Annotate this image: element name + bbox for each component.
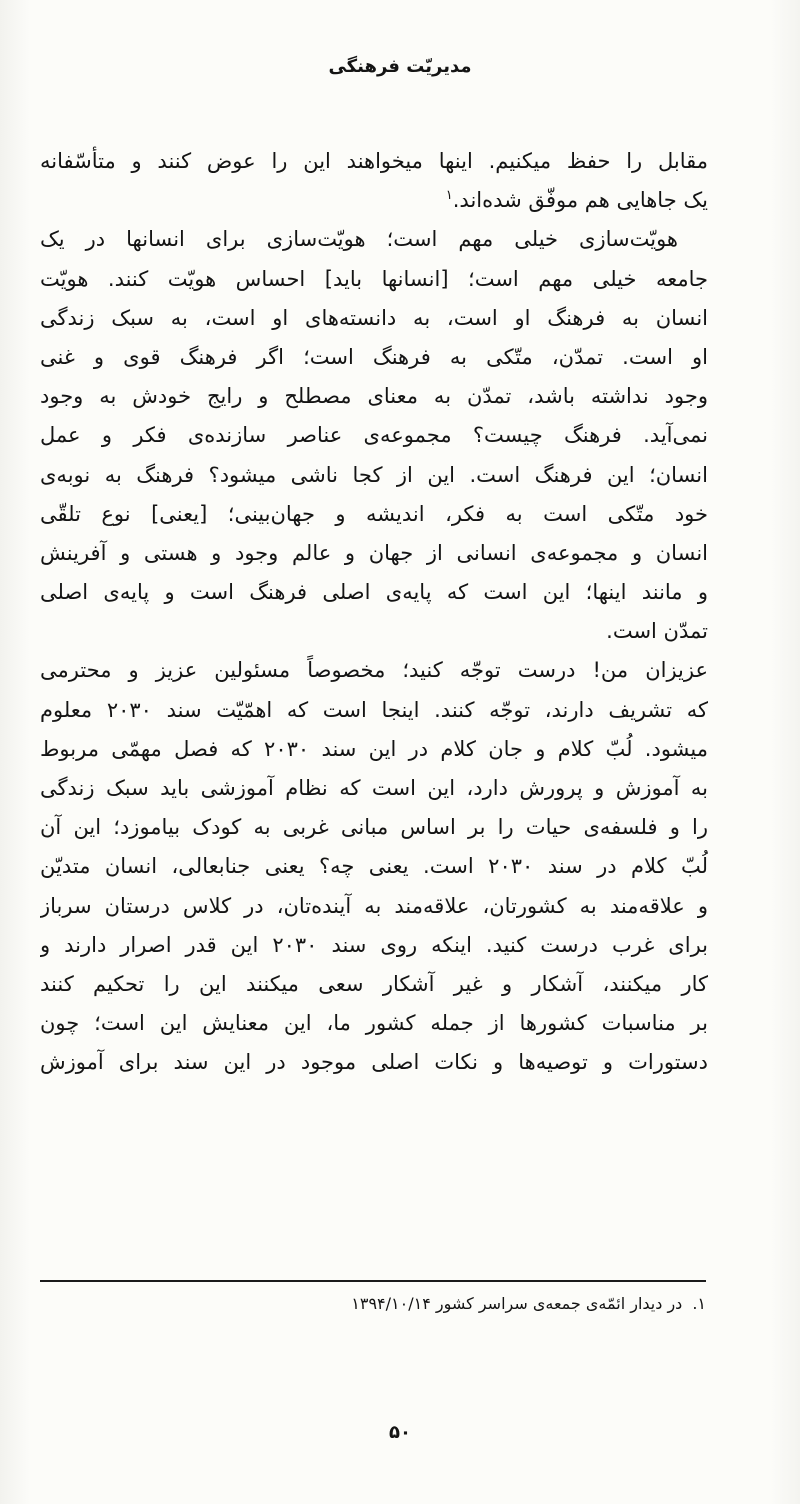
text-line: که تشریف دارند، توجّه کنند. اینجا است که اهمّیّت سند ۲۰۳۰ معلوم: [40, 697, 708, 722]
footnote-number: ۱.: [692, 1294, 706, 1313]
text-line: انسان؛ این فرهنگ است. این از کجا ناشی میشود؟ فرهنگ به نوبه‌ی: [40, 462, 708, 487]
footnote-marker: ۱: [445, 188, 453, 204]
text-line: دستورات و توصیه‌ها و نکات اصلی موجود در این سند برای آموزش: [40, 1050, 708, 1075]
text-line-content: یک جاهایی هم موفّق شده‌اند.: [452, 188, 708, 213]
footnote-divider: [40, 1280, 706, 1282]
text-line: کار میکنند، آشکار و غیر آشکار سعی میکنند این را تحکیم کنند: [40, 971, 708, 996]
text-line: تمدّن است.: [606, 619, 708, 644]
text-line: و علاقه‌مند به کشورتان، علاقه‌مند به آینده‌تان، در کلاس درستان سرباز: [40, 893, 708, 918]
text-line: مقابل را حفظ میکنیم. اینها میخواهند این را عوض کنند و متأسّفانه: [40, 149, 708, 173]
paragraph-first-line: هویّت‌سازی خیلی مهم است؛ هویّت‌سازی برای انسانها در یک: [40, 227, 678, 252]
running-header: مدیریّت فرهنگی: [328, 56, 472, 77]
text-line: میشود. لُبّ کلام و جان کلام در این سند ۲۰۳۰ که فصل مهمّی مربوط: [40, 736, 708, 761]
text-line: انسان به فرهنگ او است، به دانسته‌های او است، به سبک زندگی: [40, 305, 708, 330]
text-line: برای غرب درست کنید. اینکه روی سند ۲۰۳۰ این قدر اصرار دارند و: [40, 932, 708, 957]
footnote: [351, 1294, 706, 1313]
text-line: به آموزش و پرورش دارد، این است که نظام آموزشی باید سبک زندگی: [40, 776, 708, 800]
text-line: جامعه خیلی مهم است؛ [انسانها باید] احساس هویّت کنند. هویّت: [40, 266, 708, 291]
text-line: [40, 181, 708, 220]
footnote-text: در دیدار ائمّه‌ی جمعه‌ی سراسر کشور ۱۳۹۴/۱۰/۱۴: [351, 1294, 683, 1313]
text-line: را و فلسفه‌ی حیات را بر اساس مبانی غربی به کودک بیاموزد؛ این آن: [40, 815, 708, 840]
body-text: [40, 142, 708, 1083]
text-line: خود متّکی است به فکر، اندیشه و جهان‌بینی؛ [یعنی] نوع تلقّی: [40, 501, 708, 526]
text-line: انسان و مجموعه‌ی انسانی از جهان و عالم وجود و هستی و آفرینش: [40, 540, 708, 565]
text-line: و مانند اینها؛ این است که پایه‌ی اصلی فرهنگ است و پایه‌ی اصلی: [40, 580, 708, 605]
text-line: لُبّ کلام در سند ۲۰۳۰ است. یعنی چه؟ یعنی جنابعالی، انسان متدیّن: [40, 854, 708, 879]
text-line: نمی‌آید. فرهنگ چیست؟ مجموعه‌ی عناصر سازنده‌ی فکر و عمل: [40, 423, 708, 448]
text-line: بر مناسبات کشورها از جمله کشور ما، این معنایش این است؛ چون: [40, 1011, 708, 1036]
paragraph-first-line: عزیزان من! درست توجّه کنید؛ مخصوصاً مسئولین عزیز و محترمی: [40, 658, 708, 683]
page-number: ۵۰: [389, 1422, 411, 1443]
text-line: وجود نداشته باشد، تمدّن به معنای مصطلح و رایج خودش به وجود: [40, 384, 708, 409]
text-line: او است. تمدّن، متّکی به فرهنگ است؛ اگر فرهنگ قوی و غنی: [40, 344, 708, 369]
